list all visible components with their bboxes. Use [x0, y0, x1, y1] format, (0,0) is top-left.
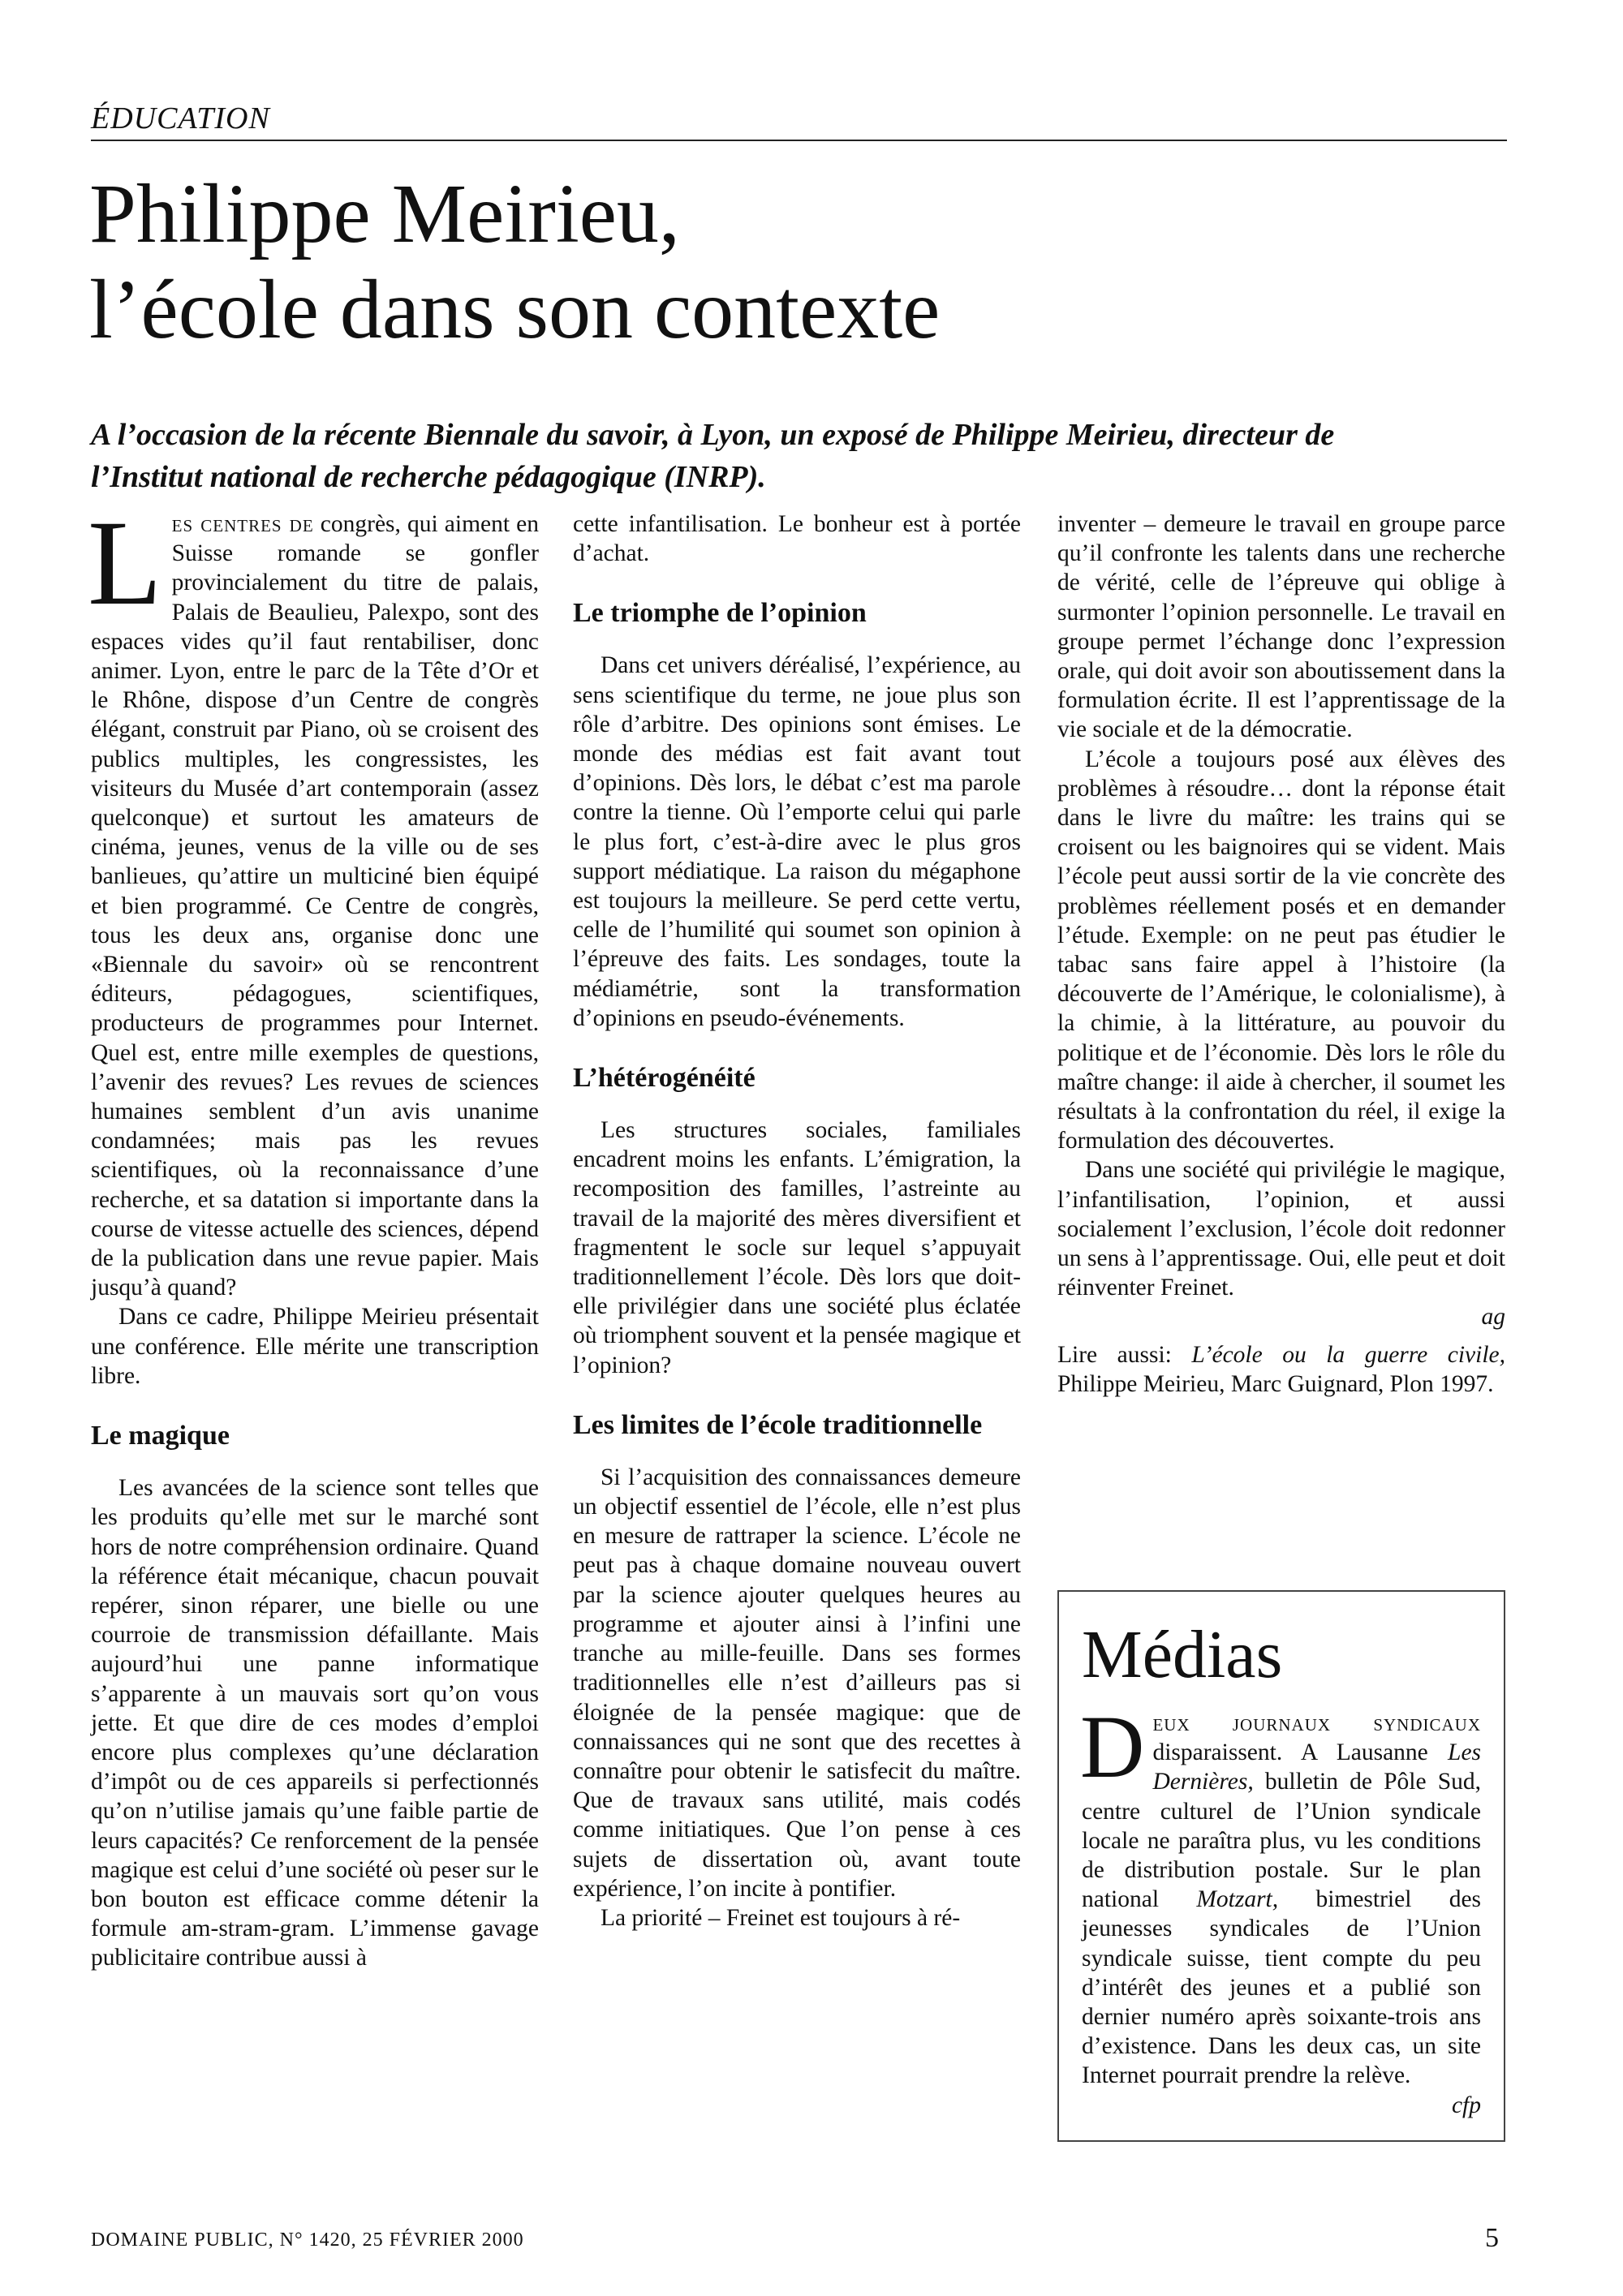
text-run: bimestriel des jeunesses syndicales de l’Union syndicale suisse, tient compte du peu d’intérêt des jeunes et a publié son dernier numéro après soixante-trois ans d’existence. Dans les deux cas, un site Internet pourrait prendre la relève. [1082, 1886, 1482, 2089]
medias-box-text [1080, 1697, 1482, 2091]
text-run: disparaissent. A Lausanne [1152, 1739, 1428, 1766]
medias-box-title: Médias [1082, 1617, 1283, 1692]
publication-name: Les Dernières, [1152, 1739, 1482, 1795]
paragraph: Dans une société qui privilégie le magique, l’infantilisation, l’opinion, et aussi socialement l’exclusion, l’école doit redonner un sens à l’apprentissage. Oui, elle peut et doit réinventer Freinet. [1057, 1157, 1505, 1301]
column-3 [1057, 510, 1505, 1399]
further-reading-title: L’école ou la guerre civile, [1191, 1341, 1505, 1368]
page-number: 5 [1485, 2223, 1499, 2253]
medias-sidebar-box [1057, 1590, 1505, 2142]
section-rubric: ÉDUCATION [91, 101, 1507, 141]
column-2 [573, 510, 1021, 1933]
paragraph: Les structures sociales, familiales encadrent moins les enfants. L’émigration, la recomposition des familles, l’astreinte au travail de la majorité des mères diversifient et fragmentent le socle sur lequel s’appuyait traditionnellement l’école. Dès lors que doit-elle privilégier dans une société plus éclatée où triomphent souvent et la pensée magique et l’opinion? [573, 1117, 1021, 1378]
publication-name: Motzart, [1196, 1886, 1279, 1913]
box-signature: cfp [1451, 2092, 1481, 2118]
further-reading-label: Lire aussi: [1057, 1341, 1172, 1368]
further-reading-details: Philippe Meirieu, Marc Guignard, Plon 1997. [1057, 1370, 1494, 1397]
subheading-triomphe: Le triomphe de l’opinion [573, 598, 867, 629]
article-lead: A l’occasion de la récente Biennale du savoir, à Lyon, un exposé de Philippe Meirieu, directeur de l’Institut national de recherche pédagogique (INRP). [91, 418, 1335, 494]
small-caps-opening: eux journaux syndicaux [1152, 1710, 1481, 1736]
subheading-magique: Le magique [91, 1421, 230, 1451]
paragraph: cette infantilisation. Le bonheur est à portée d’achat. [573, 511, 1021, 567]
paragraph: Si l’acquisition des connaissances demeure un objectif essentiel de l’école, elle n’est plus en mesure de rattraper la science. L’école ne peut pas à chaque domaine nouveau ouvert par la science ajouter quelques heures au programme et ajouter ainsi à l’infini une tranche au mille-feuille. Dans ses formes traditionnelles elle n’est d’ailleurs pas si éloignée de la pensée magique: que de connaissances qui ne sont que des recettes à connaître pour obtenir le satisfecit du maître. Que de travaux sans utilité, mais codés comme initiatiques. Que l’on pense à ces sujets de dissertation où, avant toute expérience, l’on incite à pontifier. [573, 1464, 1021, 1902]
title-line-2: l’école dans son contexte [89, 263, 941, 356]
subheading-heterogeneite: L’hétérogénéité [573, 1063, 756, 1094]
subheading-limites: Les limites de l’école traditionnelle [573, 1409, 983, 1440]
column-1 [88, 496, 540, 1973]
further-reading [1057, 1340, 1505, 1399]
intro-paragraph [88, 496, 540, 1302]
drop-cap: D [1080, 1697, 1145, 1796]
paragraph: L’école a toujours posé aux élèves des problèmes à résoudre… dont la réponse était dans le livre du maître: les trains qui se croisent ou les baignoires qui se vident. Mais l’école peut aussi sortir de la vie concrète des problèmes réellement posés et en demander l’étude. Exemple: on ne peut pas étudier le tabac sans faire appel à l’histoire (la découverte de l’Amérique, le colonialisme), à la chimie, à la littérature, au pouvoir du politique et de l’économie. Dès lors le rôle du maître change: il aide à chercher, il soumet les résultats à la confrontation du réel, il exige la formulation des découvertes. [1057, 746, 1505, 1154]
paragraph: Dans ce cadre, Philippe Meirieu présentait une conférence. Elle mérite une transcription libre. [91, 1304, 539, 1389]
text-run: bulletin de Pôle Sud, centre culturel de l’Union syndicale locale ne paraîtra plus, vu les conditions de distribution postale. Sur le plan national [1082, 1769, 1482, 1913]
small-caps-opening: es centres de [171, 511, 314, 537]
paragraph-text: congrès, qui aiment en Suisse romande se gonfler provincialement du titre de palais, Palais de Beaulieu, Palexpo, sont des espaces vides qu’il faut rentabiliser, donc animer. Lyon, entre le parc de la Tête d’Or et le Rhône, dispose d’un Centre de congrès élégant, construit par Piano, où se croisent des publics multiples, les congressistes, les visiteurs du Musée d’art contemporain (assez quelconque) et surtout les amateurs de cinéma, jeunes, venus de la ville ou de ses banlieues, qu’attire un multiciné bien équipé et bien programmé. Ce Centre de congrès, tous les deux ans, organise donc une «Biennale du savoir» où se rencontrent éditeurs, pédagogues, scientifiques, producteurs de programmes pour Internet. Quel est, entre mille exemples de questions, l’avenir des revues? Les revues de sciences humaines semblent d’un avis unanime condamnées; mais pas les revues scientifiques, où la reconnaissance d’une recherche, et sa datation si importante dans la course de vitesse actuelle des sciences, dépend de la publication dans une revue papier. Mais jusqu’à quand? [91, 511, 540, 1301]
paragraph: Dans cet univers déréalisé, l’expérience, au sens scientifique du terme, ne joue plus son rôle d’arbitre. Des opinions sont émises. Le monde des médias est fait avant tout d’opinions. Dès lors, le débat c’est ma parole contre la tienne. Où l’emporte celui qui parle le plus fort, c’est-à-dire avec le plus gros support médiatique. La raison du mégaphone est toujours la meilleure. Se perd cette vertu, celle de l’humilité qui soumet son opinion à l’épreuve des faits. Les sondages, toute la médiamétrie, sont la transformation d’opinions en pseudo-événements. [573, 652, 1021, 1031]
article-title [89, 166, 1469, 358]
title-line-1: Philippe Meirieu, [89, 167, 680, 260]
paragraph: Les avancées de la science sont telles que les produits qu’elle met sur le marché sont hors de notre compréhension ordinaire. Quand la référence était mécanique, chacun pouvait repérer, sinon réparer, une bielle ou une courroie de transmission défaillante. Mais aujourd’hui une panne informatique s’apparente à un mauvais sort qu’on vous jette. Et que dire de ces modes d’emploi encore plus complexes qu’une déclaration d’impôt ou de ces appareils si perfectionnés qu’on n’utilise jamais qu’une faible partie de leurs capacités? Ce renforcement de la pensée magique est celui d’une société où peser sur le bon bouton est efficace comme détenir la formule am-stram-gram. L’immense gavage publicitaire contribue aussi à [91, 1475, 539, 1971]
publication-footer: DOMAINE PUBLIC, N° 1420, 25 FÉVRIER 2000 [91, 2229, 524, 2251]
paragraph: La priorité – Freinet est toujours à ré- [601, 1904, 961, 1931]
drop-cap: L [88, 496, 162, 630]
paragraph: inventer – demeure le travail en groupe parce qu’il confronte les talents dans une recherche de vérité, celle de l’épreuve qui oblige à surmonter l’opinion personnelle. Le travail en groupe permet l’échange donc l’expression orale, qui doit avoir son aboutissement dans la formulation écrite. Il est l’apprentissage de la vie sociale et de la démocratie. [1057, 511, 1505, 743]
author-signature: ag [1481, 1304, 1505, 1331]
